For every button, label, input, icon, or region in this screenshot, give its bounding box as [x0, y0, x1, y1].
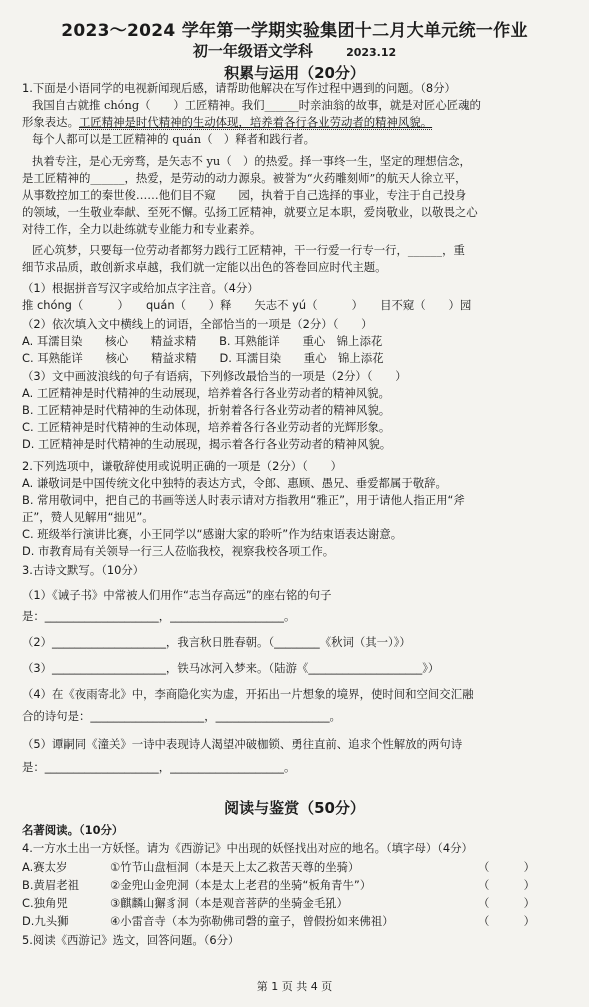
- q3-5: （5）谭嗣同《潼关》一诗中表现诗人渴望冲破枷锁、勇往直前、追求个性解放的两句诗: [22, 737, 463, 751]
- page-subtitle: [0, 40, 589, 61]
- q4-row: [22, 895, 580, 911]
- section-heading-accumulation: 积累与运用（20分）: [224, 64, 365, 82]
- q5: 5.阅读《西游记》选文，回答问题。（6分）: [22, 933, 240, 947]
- q3-4: （4）在《夜雨寄北》中，李商隐化实为虚，开拓出一片想象的境界，使时间和空间交汇融: [22, 687, 474, 701]
- passage-line-3: 每个人都可以是工匠精神的 quán（ ）释者和践行者。: [32, 132, 315, 146]
- q1-3: （3）文中画波浪线的句子有语病，下列修改最恰当的一项是（2分）（ ）: [22, 369, 407, 383]
- passage-line-4: 执着专注，是心无旁骛，是矢志不 yu（ ）的热爱。择一事终一生，坚定的理想信念，: [32, 154, 471, 168]
- q4-row-right: ③麒麟山獬豸洞（本是观音菩萨的坐骑金毛犼）: [110, 896, 349, 910]
- mingzhu-heading: 名著阅读。（10分）: [22, 823, 124, 837]
- section-heading-reading: 阅读与鉴赏（50分）: [224, 799, 365, 817]
- q4-row-right: ④小雷音寺（本为弥勒佛司磬的童子，曾假扮如来佛祖）: [110, 914, 394, 928]
- q4-row-left: A.赛太岁: [22, 860, 68, 874]
- q4-row-answer[interactable]: （ ）: [478, 878, 535, 892]
- q4-row-left: B.黄眉老祖: [22, 878, 79, 892]
- q1-3-option-d: D. 工匠精神是时代精神的生动展现，揭示着各行各业劳动者的精神风貌。: [22, 437, 392, 451]
- q1-1-items: 推 chóng（ ） quán（ ）释 矢志不 yú（ ） 目不窥（ ）园: [22, 298, 472, 312]
- q1-1: （1）根据拼音写汉字或给加点字注音。（4分）: [22, 281, 259, 295]
- q3-1: （1）《诫子书》中常被人们用作“志当存高远”的座右铭的句子: [22, 588, 332, 602]
- q1-intro: 1.下面是小语同学的电视新闻现后感，请帮助他解决在写作过程中遇到的问题。（8分）: [22, 81, 456, 95]
- page-footer: 第 1 页 共 4 页: [256, 980, 333, 993]
- q3-1-answer: 是：____________________，____________________。: [22, 609, 296, 623]
- q3-2: （2）____________________，我言秋日胜春朝。（________《秋词（其一）》）: [22, 635, 411, 649]
- q2-option-b-cont: 正”，赞人见解用“拙见”。: [22, 510, 154, 524]
- passage-line-10: 细节求品质，敢创新求卓越，我们就一定能以出色的答卷回应时代主题。: [22, 260, 387, 274]
- q2-option-c: C. 班级举行演讲比赛，小王同学以“感谢大家的聆听”作为结束语表达谢意。: [22, 527, 403, 541]
- q4-row-right: ①竹节山盘桓洞（本是天上太乙救苦天尊的坐骑）: [110, 860, 360, 874]
- q1-2-option-cd: C. 耳熟能详 核心 精益求精 D. 耳濡目染 重心 锦上添花: [22, 351, 384, 365]
- subject-label: 初一年级语文学科: [192, 42, 313, 60]
- passage-line-5: 是工匠精神的______，热爱，是劳动的动力源泉。被誉为“火药雕刻师”的航天人徐立平，: [22, 171, 467, 185]
- q4-row-left: C.独角兕: [22, 896, 68, 910]
- q4-row: [22, 877, 580, 893]
- q4-row: [22, 913, 580, 929]
- passage-line-2a: 形象表达。: [22, 115, 79, 129]
- wavy-sentence: 工匠精神是时代精神的生动体现，培养着各行各业劳动者的精神风貌。: [78, 115, 433, 129]
- q3-3: （3）____________________，铁马冰河入梦来。（陆游《____________________》）: [22, 661, 440, 675]
- q4-row-answer[interactable]: （ ）: [478, 896, 535, 910]
- passage-line-2: [22, 114, 580, 130]
- q2-option-d: D. 市教育局有关领导一行三人莅临我校，视察我校各项工作。: [22, 544, 335, 558]
- q1-3-option-c: C. 工匠精神是时代精神的生动体现，培养着各行各业劳动者的光辉形象。: [22, 420, 391, 434]
- q1-3-option-a: A. 工匠精神是时代精神的生动展现，培养着各行各业劳动者的精神风貌。: [22, 386, 390, 400]
- passage-line-7: 的领域，一生敬业奉献、至死不懈。弘扬工匠精神，就要立足本职，爱岗敬业，以敬畏之心: [22, 205, 478, 219]
- passage-line-6: 从事数控加工的秦世俊……他们目不窥 园，执着于自己选择的事业，专注于自己投身: [22, 188, 467, 202]
- q2-option-a: A. 谦敬词是中国传统文化中独特的表达方式，令郎、惠顾、愚兄、垂爱都属于敬辞。: [22, 476, 447, 490]
- q1-3-option-b: B. 工匠精神是时代精神的生动体现，折射着各行各业劳动者的精神风貌。: [22, 403, 391, 417]
- date-label: 2023.12: [346, 46, 397, 59]
- q3-4-answer: 合的诗句是：____________________，____________________。: [22, 709, 341, 723]
- q1-2-option-ab: A. 耳濡目染 核心 精益求精 B. 耳熟能详 重心 锦上添花: [22, 334, 383, 348]
- q4-row-left: D.九头狮: [22, 914, 69, 928]
- q4-row: [22, 859, 580, 875]
- q2: 2.下列选项中，谦敬辞使用或说明正确的一项是（2分）（ ）: [22, 459, 342, 473]
- q3-5-answer: 是：____________________，____________________。: [22, 760, 296, 774]
- page-title: 2023～2024 学年第一学期实验集团十二月大单元统一作业: [61, 21, 528, 41]
- q3: 3.古诗文默写。（10分）: [22, 563, 145, 577]
- q4: 4.一方水土出一方妖怪。请为《西游记》中出现的妖怪找出对应的地名。（填字母）（4分）: [22, 841, 473, 855]
- q4-row-answer[interactable]: （ ）: [478, 860, 535, 874]
- q4-row-answer[interactable]: （ ）: [478, 914, 535, 928]
- q4-row-right: ②金兜山金兜洞（本是太上老君的坐骑“板角青牛”）: [110, 878, 372, 892]
- q2-option-b: B. 常用敬词中，把自己的书画等送人时表示请对方指教用“雅正”，用于请他人指正用“斧: [22, 493, 465, 507]
- q1-2: （2）依次填入文中横线上的词语，全部恰当的一项是（2分）（ ）: [22, 317, 373, 331]
- passage-line-8: 对待工作，全力以赴练就专业能力和专业素养。: [22, 222, 262, 236]
- passage-line-9: 匠心筑梦，只要每一位劳动者都努力践行工匠精神，干一行爱一行专一行，______，重: [32, 243, 465, 257]
- passage-line-1: 我国自古就推 chóng（ ）工匠精神。我们______时亲油翁的故事，就是对匠心匠魂的: [32, 98, 481, 112]
